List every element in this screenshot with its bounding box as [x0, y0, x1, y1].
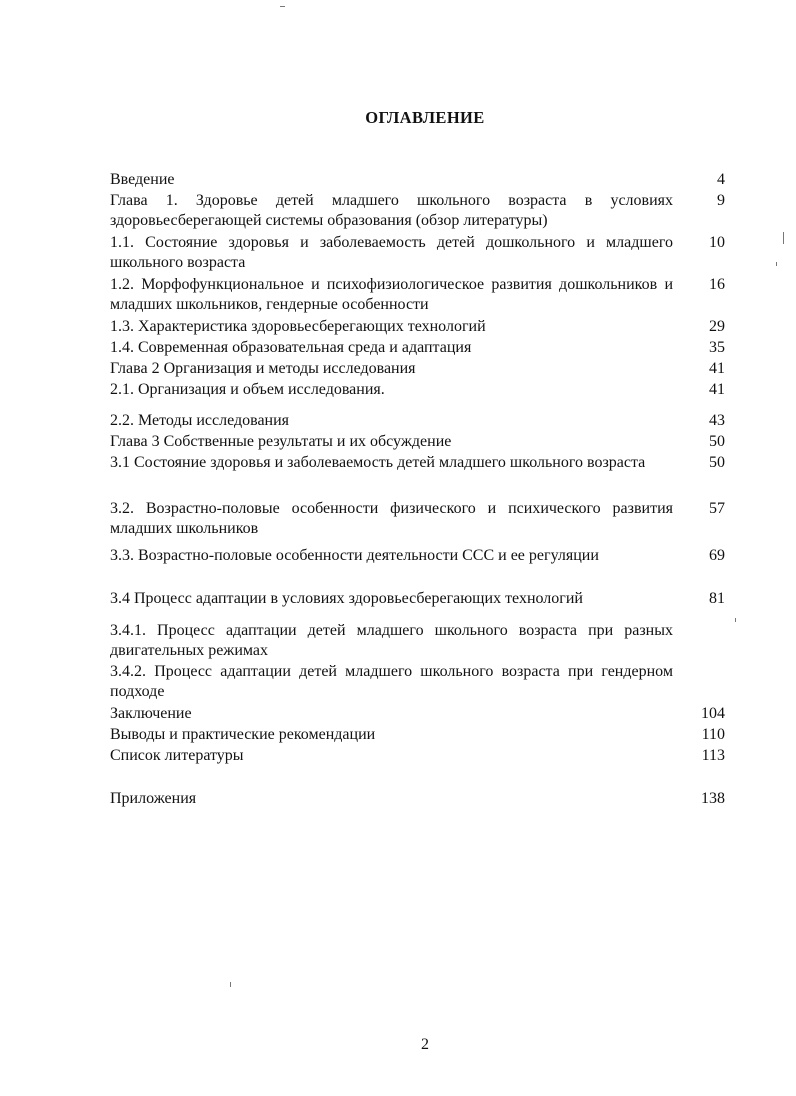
- toc-entry-page: 43: [709, 412, 725, 429]
- toc-entry-text: Приложения: [110, 790, 197, 807]
- toc-entry-text: 3.4.1. Процесс адаптации детей младшего школьного возраста при разных двигательных режимах: [110, 622, 673, 659]
- toc-entry-page: 69: [709, 547, 725, 564]
- toc-entry: [110, 191, 725, 231]
- scan-speck: [783, 232, 784, 244]
- scan-speck: [776, 262, 777, 266]
- toc-entry-page: 110: [701, 726, 725, 743]
- scan-speck: [230, 982, 231, 987]
- toc-entry-text: 1.1. Состояние здоровья и заболеваемость детей дошкольного и младшего школьного возраста: [110, 234, 673, 271]
- toc-entry-page: 29: [709, 318, 725, 335]
- toc-entry-text: 1.4. Современная образовательная среда и адаптация: [110, 339, 472, 356]
- toc-entry-page: 10: [709, 234, 725, 251]
- toc-entry-page: 9: [717, 192, 725, 209]
- toc-entry-text: Глава 1. Здоровье детей младшего школьного возраста в условиях здоровьесберегающей системы образования (обзор литературы): [110, 192, 673, 229]
- toc-entry-page: 41: [709, 381, 725, 398]
- toc-entry-text: Заключение: [110, 705, 192, 722]
- toc-entry: [110, 380, 725, 400]
- toc-entry-text: Выводы и практические рекомендации: [110, 726, 376, 743]
- toc-entry-page: 81: [709, 590, 725, 607]
- toc-entry-page: 57: [709, 500, 725, 517]
- toc-entry: [110, 411, 725, 431]
- toc-entry: [110, 546, 725, 566]
- toc-entry-text: 1.3. Характеристика здоровьесберегающих технологий: [110, 318, 486, 335]
- scan-speck: [735, 618, 736, 622]
- toc-entry-text: Глава 3 Собственные результаты и их обсуждение: [110, 433, 452, 450]
- toc-entry: [110, 338, 725, 358]
- toc-entry-text: 3.4.2. Процесс адаптации детей младшего школьного возраста при гендерном подходе: [110, 663, 673, 700]
- toc-entry: [110, 275, 725, 315]
- toc-entry-page: 4: [717, 171, 725, 188]
- toc-entry: [110, 317, 725, 337]
- toc-entry: [110, 589, 725, 609]
- toc-entry-text: 2.2. Методы исследования: [110, 412, 290, 429]
- toc-entry-page: 138: [701, 790, 725, 807]
- toc-entry: [110, 453, 725, 473]
- toc-entry: [110, 662, 725, 702]
- toc-entry-page: 35: [709, 339, 725, 356]
- toc-entry-text: Глава 2 Организация и методы исследования: [110, 360, 416, 377]
- toc-entry: [110, 621, 725, 661]
- toc-entry-page: 16: [709, 276, 725, 293]
- scan-speck: [280, 6, 285, 7]
- toc-entry-text: 3.2. Возрастно-половые особенности физического и психического развития младших школьников: [110, 500, 673, 537]
- toc-entry-page: 50: [709, 433, 725, 450]
- toc-entry-text: 3.3. Возрастно-половые особенности деятельности ССС и ее регуляции: [110, 547, 599, 564]
- toc-entry-text: 3.4 Процесс адаптации в условиях здоровьесберегающих технологий: [110, 590, 583, 607]
- toc-entry-text: Введение: [110, 171, 175, 188]
- toc-entry-page: 113: [701, 747, 725, 764]
- toc-entry: [110, 725, 725, 745]
- toc-title: ОГЛАВЛЕНИЕ: [365, 108, 485, 127]
- toc-entry-page: 50: [709, 454, 725, 471]
- page-number: 2: [421, 1036, 429, 1053]
- toc-entry: [110, 746, 725, 766]
- toc-entry: [110, 704, 725, 724]
- toc-entry: [110, 432, 725, 452]
- toc-entry-page: 104: [701, 705, 725, 722]
- toc-entry: [110, 170, 725, 190]
- toc-entry-page: 41: [709, 360, 725, 377]
- toc-entry: [110, 233, 725, 273]
- toc-entry: [110, 789, 725, 809]
- toc-entry: [110, 499, 725, 539]
- toc-entry-text: 3.1 Состояние здоровья и заболеваемость детей младшего школьного возраста: [110, 454, 646, 471]
- toc-entry-text: Список литературы: [110, 747, 244, 764]
- toc-entry-text: 2.1. Организация и объем исследования.: [110, 381, 385, 398]
- toc-entry: [110, 359, 725, 379]
- toc-entry-text: 1.2. Морфофункциональное и психофизиологическое развития дошкольников и младших школьников, гендерные особенности: [110, 276, 673, 313]
